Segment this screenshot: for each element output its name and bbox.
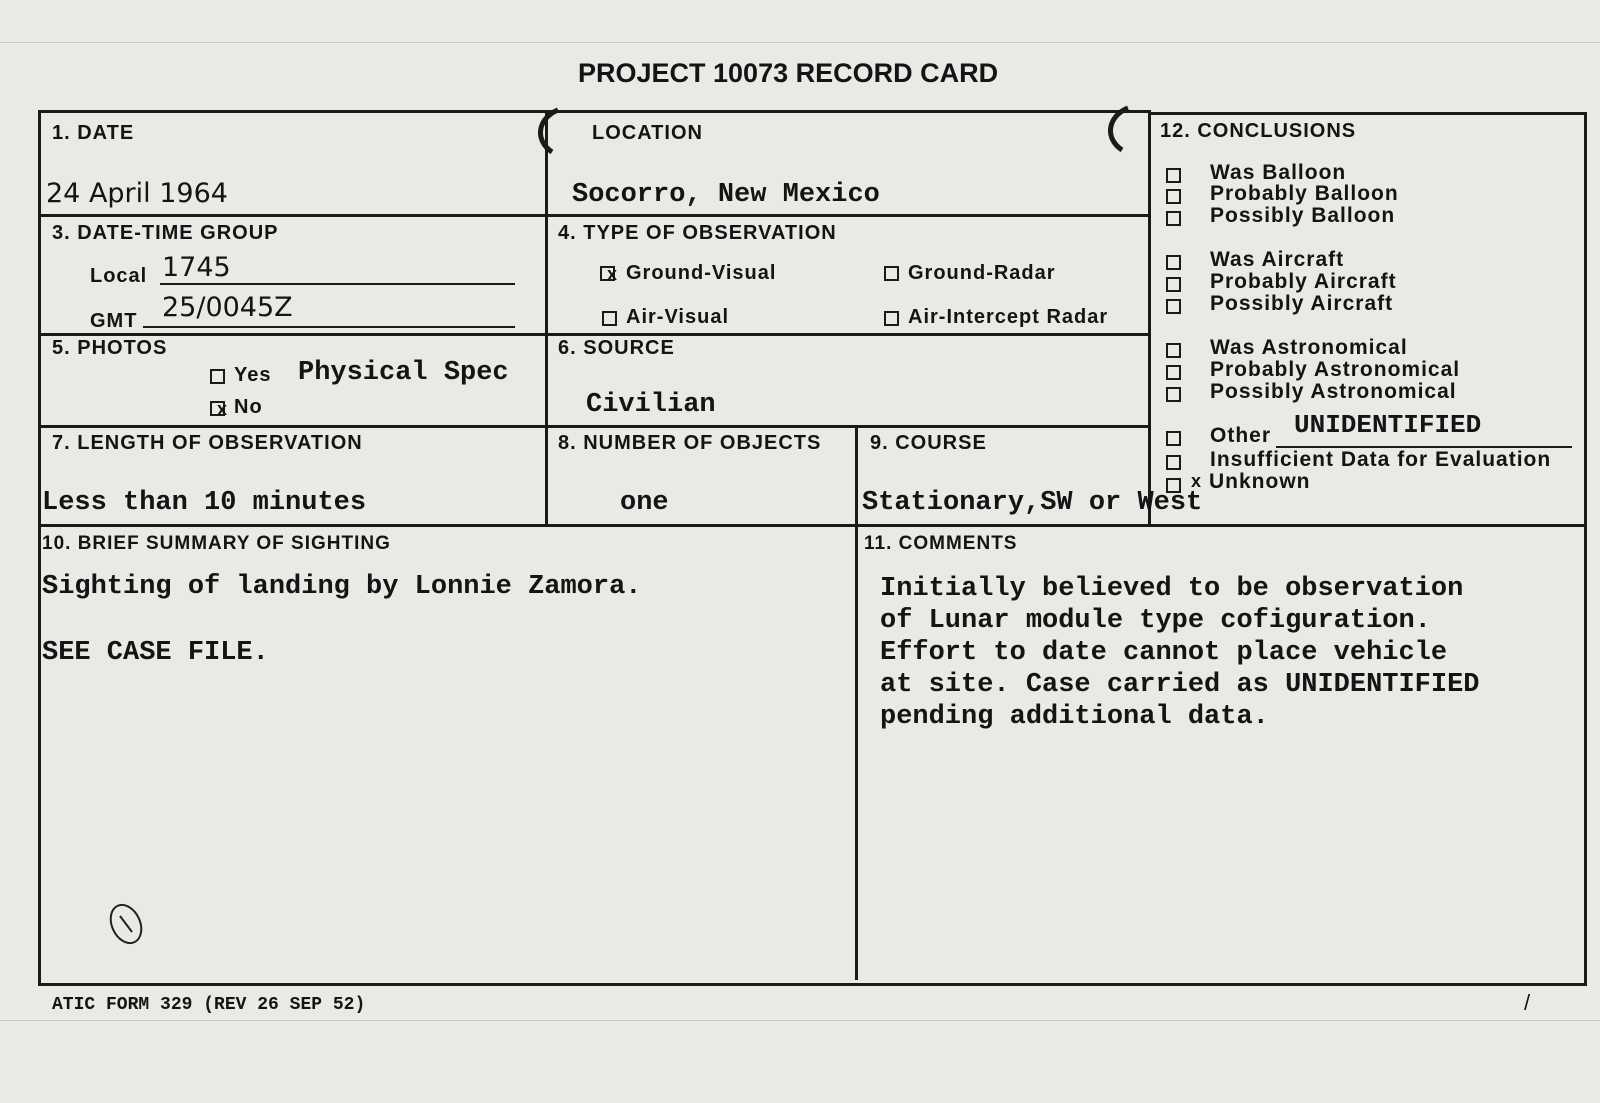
comments-line-1: Initially believed to be observation [880,574,1464,604]
length-label: 7. LENGTH OF OBSERVATION [52,432,363,454]
ground-radar-checkbox[interactable] [884,266,899,281]
comments-line-2: of Lunar module type cofiguration. [880,606,1431,636]
possibly-astronomical-checkbox[interactable] [1166,387,1181,402]
possibly-balloon-checkbox[interactable] [1166,211,1181,226]
was-astronomical-label: Was Astronomical [1210,336,1408,359]
comments-line-5: pending additional data. [880,702,1269,732]
comments-line-3: Effort to date cannot place vehicle [880,638,1448,668]
dtg-gmt-value: 25/0045Z [162,292,293,323]
photos-note: Physical Spec [298,358,509,388]
was-astronomical-checkbox[interactable] [1166,343,1181,358]
dtg-label: 3. DATE-TIME GROUP [52,222,279,244]
possibly-aircraft-label: Possibly Aircraft [1210,292,1394,315]
summary-line-1: Sighting of landing by Lonnie Zamora. [42,572,642,602]
was-balloon-label: Was Balloon [1210,161,1347,184]
probably-balloon-label: Probably Balloon [1210,182,1399,205]
card-title: PROJECT 10073 RECORD CARD [578,58,999,88]
photos-yes-checkbox[interactable] [210,369,225,384]
other-value: UNIDENTIFIED [1294,410,1482,440]
was-aircraft-checkbox[interactable] [1166,255,1181,270]
probably-astronomical-checkbox[interactable] [1166,365,1181,380]
source-value: Civilian [586,390,716,420]
probably-astronomical-label: Probably Astronomical [1210,358,1461,381]
objects-value: one [620,488,669,518]
insufficient-data-label: Insufficient Data for Evaluation [1210,448,1552,471]
date-value: 24 April 1964 [46,178,228,209]
probably-aircraft-checkbox[interactable] [1166,277,1181,292]
ground-radar-label: Ground-Radar [908,262,1056,284]
possibly-aircraft-checkbox[interactable] [1166,299,1181,314]
conclusions-frame [1148,112,1587,986]
probably-aircraft-label: Probably Aircraft [1210,270,1397,293]
comments-line-4: at site. Case carried as UNIDENTIFIED [880,670,1480,700]
location-label: LOCATION [592,122,703,144]
location-value: Socorro, New Mexico [572,180,880,210]
was-balloon-checkbox[interactable] [1166,168,1181,183]
observation-type-label: 4. TYPE OF OBSERVATION [558,222,837,244]
date-label: 1. DATE [52,122,135,144]
course-value: Stationary,SW or West [862,488,1203,518]
corner-mark: / [1524,990,1531,1015]
divider-h-1 [38,214,1150,217]
paper-edge-top [0,42,1600,43]
divider-h-3 [38,425,1150,428]
summary-label: 10. BRIEF SUMMARY OF SIGHTING [42,533,391,554]
divider-v-left [545,110,548,527]
form-id: ATIC FORM 329 (REV 26 SEP 52) [52,995,366,1015]
dtg-local-underline [160,283,515,285]
dtg-gmt-label: GMT [90,310,138,332]
divider-v-right [1148,110,1151,527]
binder-ring-right [1090,98,1140,158]
divider-v-lower [855,427,858,980]
objects-label: 8. NUMBER OF OBJECTS [558,432,822,454]
air-intercept-label: Air-Intercept Radar [908,306,1109,328]
source-label: 6. SOURCE [558,337,675,359]
other-label: Other [1210,424,1272,447]
probably-balloon-checkbox[interactable] [1166,189,1181,204]
air-visual-checkbox[interactable] [602,311,617,326]
photos-yes-label: Yes [234,364,272,386]
other-checkbox[interactable] [1166,431,1181,446]
dtg-gmt-underline [143,326,515,328]
comments-label: 11. COMMENTS [864,533,1018,554]
unknown-checkbox[interactable] [1166,478,1181,493]
ground-visual-check-mark: x [607,264,618,284]
photos-no-check-mark: x [217,399,228,419]
photos-no-label: No [234,396,263,418]
dtg-local-value: 1745 [162,252,231,283]
length-value: Less than 10 minutes [42,488,367,518]
was-aircraft-label: Was Aircraft [1210,248,1345,271]
conclusions-label: 12. CONCLUSIONS [1160,120,1357,142]
unknown-mark: x [1191,471,1202,491]
summary-line-2: SEE CASE FILE. [42,638,269,668]
dtg-local-label: Local [90,265,148,287]
paper-edge-bottom [0,1020,1600,1021]
binder-ring-left [520,100,570,160]
ground-visual-label: Ground-Visual [626,262,777,284]
air-visual-label: Air-Visual [626,306,729,328]
insufficient-data-checkbox[interactable] [1166,455,1181,470]
possibly-astronomical-label: Possibly Astronomical [1210,380,1457,403]
photos-label: 5. PHOTOS [52,337,168,359]
air-intercept-checkbox[interactable] [884,311,899,326]
divider-h-4 [38,524,1584,527]
course-label: 9. COURSE [870,432,987,454]
possibly-balloon-label: Possibly Balloon [1210,204,1396,227]
divider-h-2 [38,333,1150,336]
circled-annotation-mark [104,900,148,950]
unknown-label: Unknown [1209,470,1311,493]
